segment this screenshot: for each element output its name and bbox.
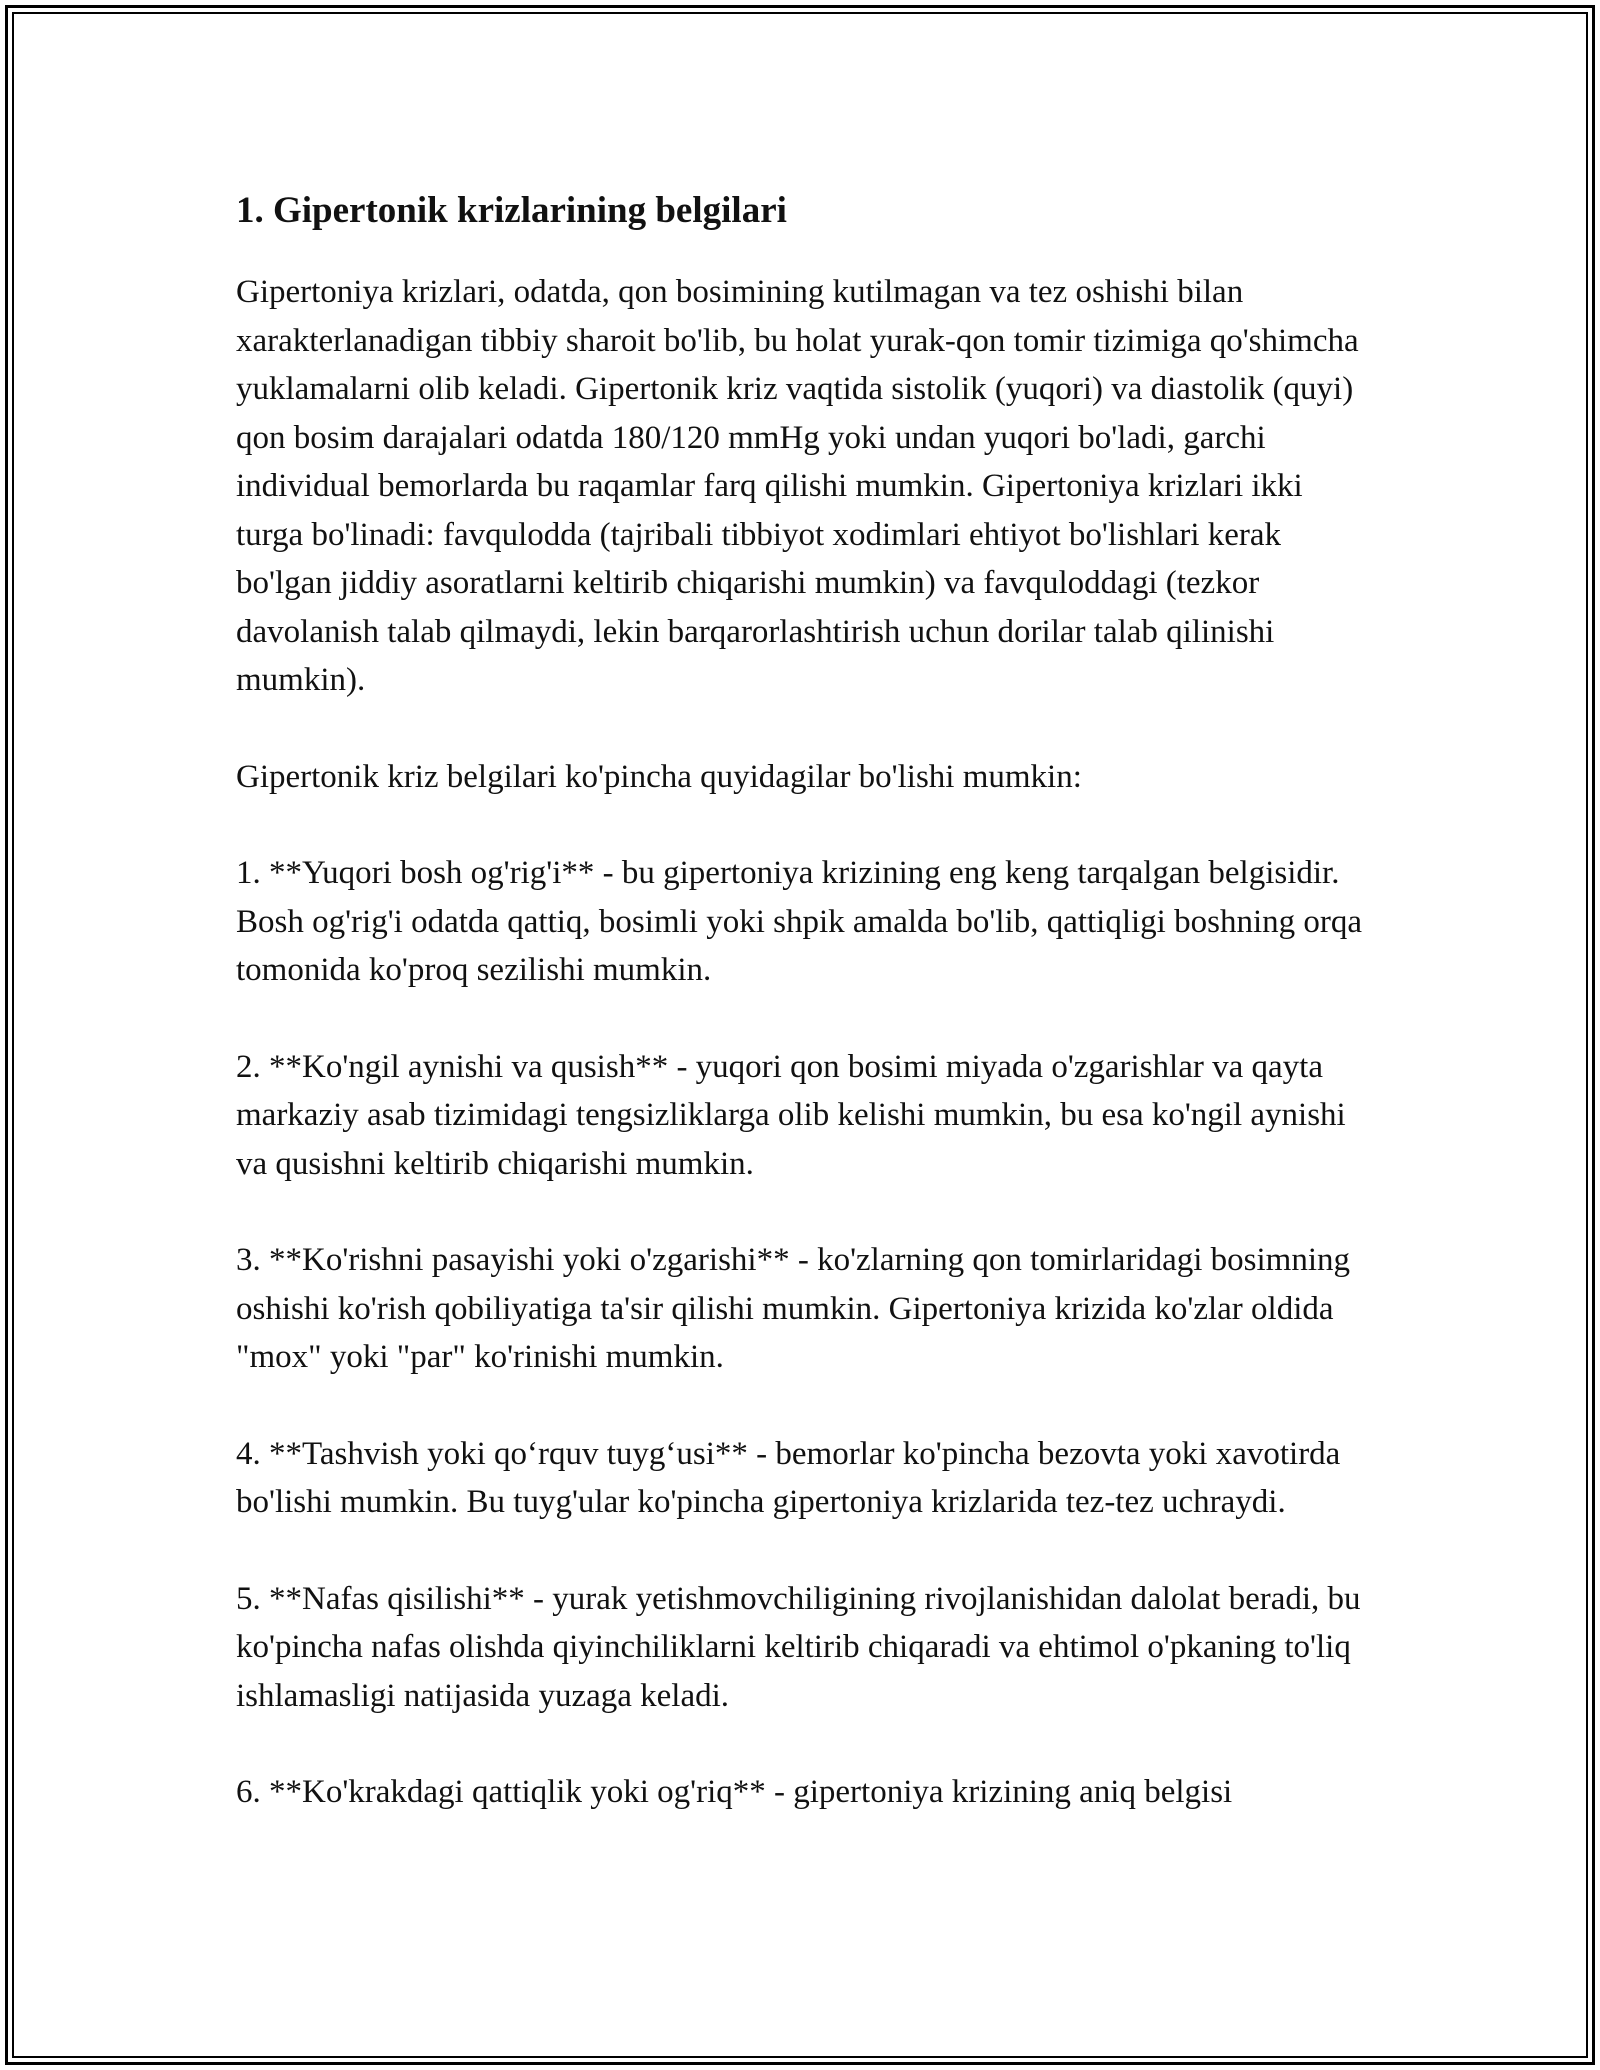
symptom-item-1: 1. **Yuqori bosh og'rig'i** - bu gipertoniya krizining eng keng tarqalgan belgisidir. Bosh og'rig'i odatda qattiq, bosimli yoki shpik amalda bo'lib, qattiqligi boshning orqa tomonida ko'proq sezilishi mumkin. [236, 855, 1362, 988]
symptom-item-2: 2. **Ko'ngil aynishi va qusish** - yuqori qon bosimi miyada o'zgarishlar va qayta markaziy asab tizimidagi tengsizliklarga olib kelishi mumkin, bu esa ko'ngil aynishi va qusishni keltirib chiqarishi mumkin. [236, 1048, 1346, 1182]
intro-paragraph: Gipertoniya krizlari, odatda, qon bosimining kutilmagan va tez oshishi bilan xarakterlanadigan tibbiy sharoit bo'lib, bu holat yurak-qon tomir tizimiga qo'shimcha yuklamalarni olib keladi. Gipertonik kriz vaqtida sistolik (yuqori) va diastolik (quyi) qon bosim darajalari odatda 180/120 mmHg yoki undan yuqori bo'ladi, garchi individual bemorlarda bu raqamlar farq qilishi mumkin. Gipertoniya krizlari ikki turga bo'linadi: favqulodda (tajribali tibbiyot xodimlari ehtiyot bo'lishlari kerak bo'lgan jiddiy asoratlarni keltirib chiqarishi mumkin) va favquloddagi (tezkor davolanish talab qilmaydi, lekin barqarorlashtirish uchun dorilar talab qilinishi mumkin). [236, 274, 1359, 698]
symptom-item-3: 3. **Ko'rishni pasayishi yoki o'zgarishi** - ko'zlarning qon tomirlaridagi bosimning oshishi ko'rish qobiliyatiga ta'sir qilishi mumkin. Gipertoniya krizida ko'zlar oldida "mox" yoki "par" ko'rinishi mumkin. [236, 1242, 1351, 1375]
section-heading: 1. Gipertonik krizlarining belgilari [236, 190, 787, 231]
symptom-item-4: 4. **Tashvish yoki qo‘rquv tuyg‘usi** - bemorlar ko'pincha bezovta yoki xavotirda bo'lishi mumkin. Bu tuyg'ular ko'pincha gipertoniya krizlarida tez-tez uchraydi. [236, 1435, 1341, 1520]
symptoms-lead-paragraph: Gipertonik kriz belgilari ko'pincha quyidagilar bo'lishi mumkin: [236, 758, 1082, 795]
symptom-item-6: 6. **Ko'krakdagi qattiqlik yoki og'riq** - gipertoniya krizining aniq belgisi [236, 1774, 1233, 1810]
document-body [236, 186, 1366, 1817]
symptom-item-5: 5. **Nafas qisilishi** - yurak yetishmovchiligining rivojlanishidan dalolat beradi, bu ko'pincha nafas olishda qiyinchiliklarni keltirib chiqaradi va ehtimol o'pkaning to'liq ishlamasligi natijasida yuzaga keladi. [236, 1580, 1361, 1714]
